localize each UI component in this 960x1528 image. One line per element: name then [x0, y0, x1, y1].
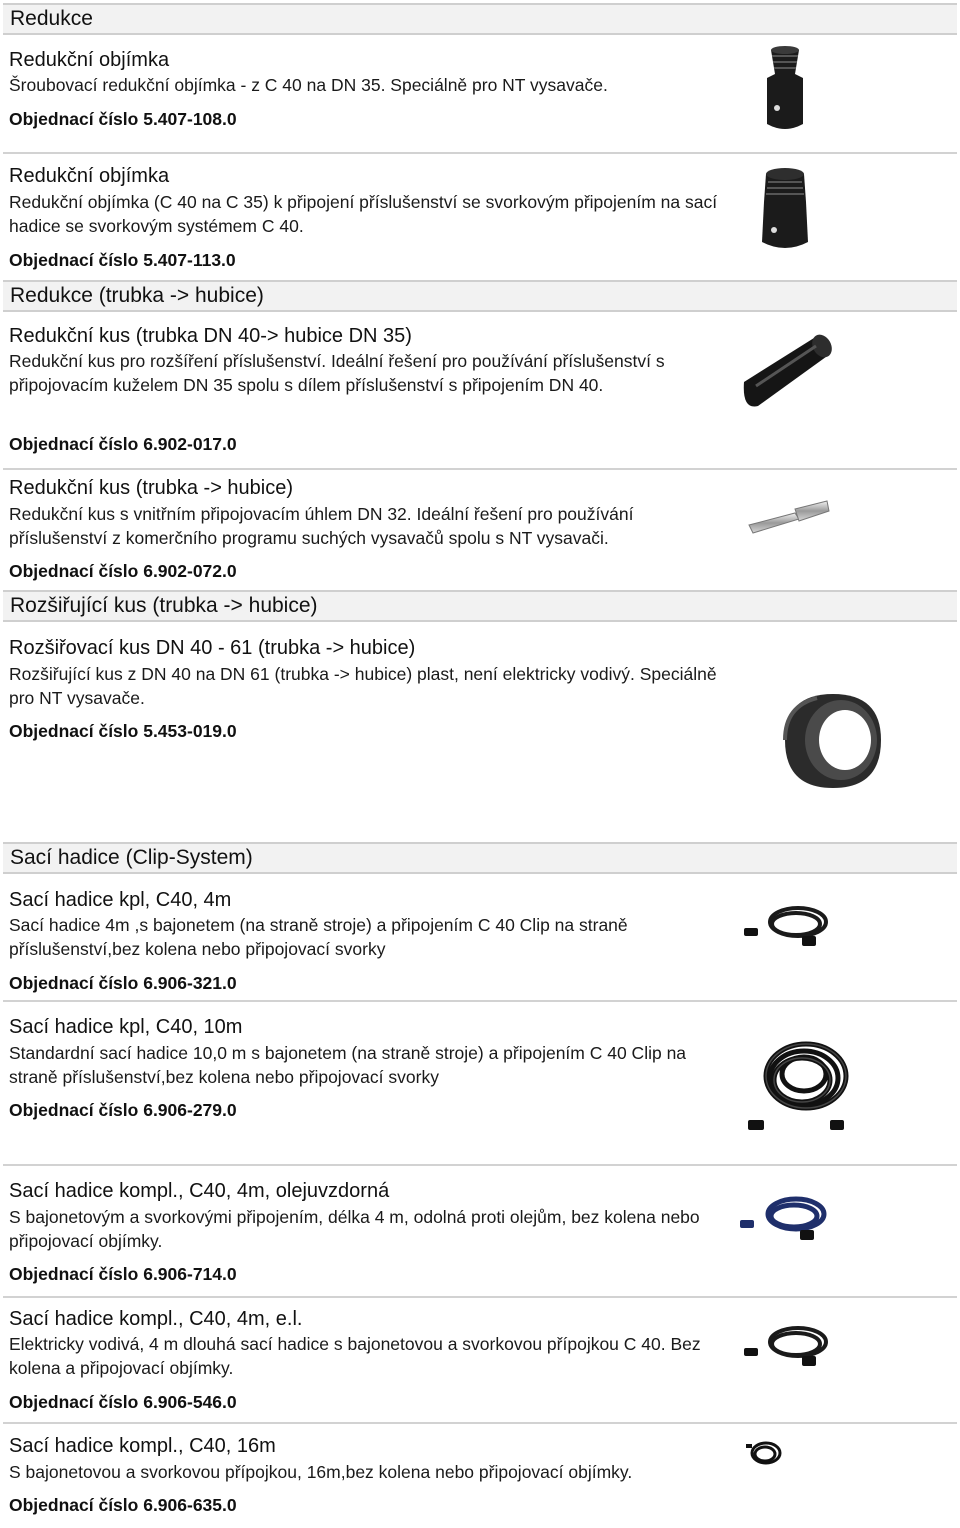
product-order-number: Objednací číslo 5.407-108.0: [9, 109, 237, 129]
product-description: Rozšiřující kus z DN 40 na DN 61 (trubka -> hubice) plast, není elektricky vodivý. Speciálně pro NT vysavače.: [9, 664, 717, 708]
product-name: Sací hadice kompl., C40, 4m, olejuvzdorná: [9, 1180, 390, 1202]
conductive-hose-image: [742, 1318, 832, 1372]
reduction-sleeve-image: [755, 44, 815, 136]
section-header-redukce-trubka-hubice: Redukce (trubka -> hubice): [3, 280, 957, 312]
product-description: Redukční objímka (C 40 na C 35) k připojení příslušenství se svorkovým připojením na sací hadice se svorkovým systémem C 40.: [9, 192, 718, 236]
product-description: Šroubovací redukční objímka - z C 40 na DN 35. Speciálně pro NT vysavače.: [9, 75, 608, 95]
product-description: S bajonetovým a svorkovými připojením, délka 4 m, odolná proti olejům, bez kolena nebo připojovací objímky.: [9, 1207, 700, 1251]
separator: [3, 1000, 957, 1002]
metal-reducer-image: [745, 497, 831, 541]
reducer-piece-image: [736, 330, 836, 410]
oil-resistant-hose-image: [738, 1190, 832, 1246]
hose-coil-image: [744, 1024, 854, 1136]
product-order-number: Objednací číslo 6.902-017.0: [9, 434, 237, 454]
product-description: Sací hadice 4m ,s bajonetem (na straně stroje) a připojením C 40 Clip na straně příslušenství,bez kolena nebo připojovací svorky: [9, 915, 628, 959]
product-order-number: Objednací číslo 5.453-019.0: [9, 721, 237, 741]
product-order-number: Objednací číslo 5.407-113.0: [9, 250, 236, 270]
product-name: Sací hadice kompl., C40, 16m: [9, 1435, 276, 1457]
reduction-sleeve-image: [752, 166, 818, 252]
product-name: Redukční kus (trubka DN 40-> hubice DN 35): [9, 325, 412, 347]
separator: [3, 152, 957, 154]
product-description: Redukční kus s vnitřním připojovacím úhlem DN 32. Ideální řešení pro používání příslušenství z komerčního programu suchých vysavačů spolu s NT vysavači.: [9, 504, 634, 548]
product-description: Standardní sací hadice 10,0 m s bajonetem (na straně stroje) a připojením C 40 Clip na straně příslušenství,bez kolena nebo připojovací svorky: [9, 1043, 687, 1087]
separator: [3, 468, 957, 470]
hose-coil-image: [742, 898, 832, 952]
product-name: Redukční objímka: [9, 49, 170, 71]
hose-coil-small-image: [744, 1436, 784, 1470]
section-header-rozsirujici-kus: Rozšiřující kus (trubka -> hubice): [3, 590, 957, 622]
product-order-number: Objednací číslo 6.906-714.0: [9, 1264, 237, 1284]
product-name: Redukční kus (trubka -> hubice): [9, 477, 294, 499]
product-name: Sací hadice kompl., C40, 4m, e.l.: [9, 1308, 303, 1330]
separator: [3, 1422, 957, 1424]
section-header-saci-hadice: Sací hadice (Clip-System): [3, 842, 957, 874]
product-order-number: Objednací číslo 6.906-635.0: [9, 1495, 237, 1515]
section-header-redukce: Redukce: [3, 3, 957, 35]
product-description: S bajonetovou a svorkovou přípojkou, 16m,bez kolena nebo připojovací objímky.: [9, 1462, 633, 1482]
product-order-number: Objednací číslo 6.902-072.0: [9, 561, 237, 581]
product-name: Sací hadice kpl, C40, 10m: [9, 1016, 243, 1038]
product-order-number: Objednací číslo 6.906-546.0: [9, 1392, 237, 1412]
extension-ring-image: [777, 684, 889, 796]
product-description: Elektricky vodivá, 4 m dlouhá sací hadice s bajonetovou a svorkovou přípojkou C 40. Bez kolena a připojovací objímky.: [9, 1334, 701, 1378]
product-description: Redukční kus pro rozšíření příslušenství. Ideální řešení pro používání příslušenství s připojovacím kuželem DN 35 spolu s dílem příslušenství s připojením DN 40.: [9, 351, 665, 395]
separator: [3, 1164, 957, 1166]
product-order-number: Objednací číslo 6.906-279.0: [9, 1100, 237, 1120]
product-order-number: Objednací číslo 6.906-321.0: [9, 973, 237, 993]
product-name: Redukční objímka: [9, 165, 170, 187]
product-name: Sací hadice kpl, C40, 4m: [9, 889, 232, 911]
separator: [3, 1296, 957, 1298]
product-name: Rozšiřovací kus DN 40 - 61 (trubka -> hubice): [9, 637, 416, 659]
